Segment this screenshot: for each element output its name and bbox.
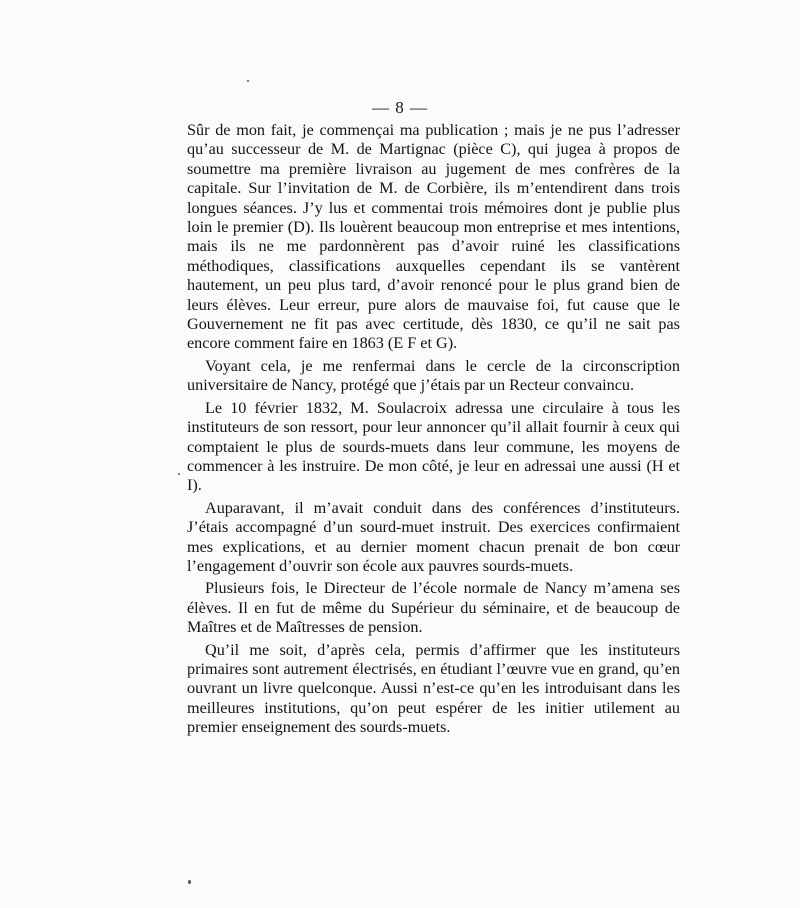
paragraph-3: Le 10 février 1832, M. Soulacroix adressa une circulaire à tous les instituteurs de son ressort, pour leur annoncer qu’il allait fournir à ceux qui comptaient le plus de sourds-muets dans leur commune, les moyens de commencer à les instruire. De mon côté, je leur en adressai une aussi (H et I). (187, 398, 680, 495)
paragraph-6: Qu’il me soit, d’après cela, permis d’affirmer que les instituteurs primaires sont autrement électrisés, en étudiant l’œuvre vue en grand, qu’en ouvrant un livre quelconque. Aussi n’est-ce qu’en les introduisant dans les meilleures institutions, qu’on peut espérer de les initier utilement au premier enseignement des sourds-muets. (187, 640, 680, 737)
ink-speck (178, 473, 180, 475)
body-text (187, 121, 680, 738)
paragraph-2: Voyant cela, je me renfermai dans le cercle de la circonscription universitaire de Nancy, protégé que j’étais par un Recteur convaincu. (187, 356, 680, 395)
paragraph-5: Plusieurs fois, le Directeur de l’école normale de Nancy m’amena ses élèves. Il en fut de même du Supérieur du séminaire, et de beaucoup de Maîtres et de Maîtresses de pension. (187, 579, 680, 637)
paragraph-4: Auparavant, il m’avait conduit dans des conférences d’instituteurs. J’étais accompagné d’un sourd-muet instruit. Des exercices confirmaient mes explications, et au dernier moment chacun prenait de bon cœur l’engagement d’ouvrir son école aux pauvres sourds-muets. (187, 498, 680, 575)
ink-speck (247, 80, 249, 82)
paragraph-1: Sûr de mon fait, je commençai ma publication ; mais je ne pus l’adresser qu’au successeur de M. de Martignac (pièce C), qui jugea à propos de soumettre ma première livraison au jugement de mes confrères de la capitale. Sur l’invitation de M. de Corbière, ils m’entendirent dans trois longues séances. J’y lus et commentai trois mémoires dont je publie plus loin le premier (D). Ils louèrent beaucoup mon entreprise et mes intentions, mais ils ne me pardonnèrent pas d’avoir ruiné les classifications méthodiques, classifications auxquelles cependant ils se vantèrent hautement, un peu plus tard, d’avoir renoncé pour le plus grand bien de leurs élèves. Leur erreur, pure alors de mauvaise foi, fut cause que le Gouvernement ne fit pas avec certitude, dès 1830, ce qu’il ne sait pas encore comment faire en 1863 (E F et G). (187, 121, 680, 353)
page-number: — 8 — (372, 98, 428, 117)
ink-speck (188, 880, 191, 884)
